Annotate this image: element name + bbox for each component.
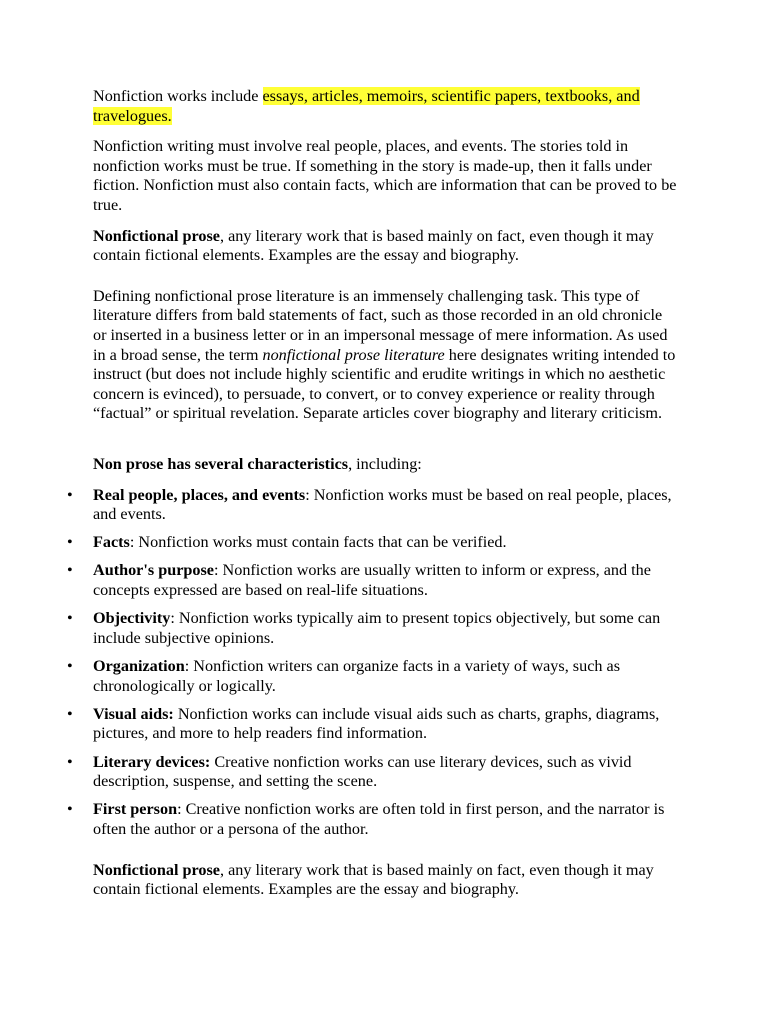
paragraph-text: , any literary work that is based mainly on fact, even though it may contain fictional elements. Examples are the essay and biography. — [93, 226, 654, 265]
definition-paragraph: Nonfiction writing must involve real people, places, and events. The stories told in nonfiction works must be true. If something in the story is made-up, then it falls under fiction. Nonfiction must also contain facts, which are information that can be proved to be true. — [93, 137, 677, 214]
bullet-icon: • — [67, 752, 73, 771]
bullet-icon: • — [67, 657, 73, 676]
italic-term: nonfictional prose literature — [262, 345, 445, 364]
characteristics-heading — [93, 455, 677, 475]
paragraph-text: here designates writing intended to instruct (but does not include highly scientific and erudite writings in which no aesthetic concern is evinced), to persuade, to convert, or to convey experience or reality through “factual” or spiritual revelation. Separate articles cover biography and literary criticism. — [93, 345, 676, 423]
bullet-icon: • — [67, 533, 73, 552]
paragraph-text: , any literary work that is based mainly on fact, even though it may contain fictional elements. Examples are the essay and biography. — [93, 860, 654, 899]
bold-term: Non prose has several characteristics — [93, 454, 349, 473]
list-item — [67, 485, 677, 525]
list-item-desc: : Nonfiction works typically aim to present topics objectively, but some can include subjective opinions. — [93, 609, 661, 647]
bold-term: Nonfictional prose — [93, 226, 220, 245]
bullet-icon: • — [67, 561, 73, 580]
bullet-icon: • — [67, 704, 73, 723]
intro-lead-text: Nonfiction works include — [93, 87, 263, 105]
list-item-term: Objectivity — [93, 609, 171, 628]
bullet-icon: • — [67, 800, 73, 819]
list-item — [67, 657, 677, 696]
list-item-term: Literary devices: — [93, 752, 211, 771]
list-item-desc: : Nonfiction works must be based on real people, places, and events. — [93, 485, 672, 524]
list-item-desc: Creative nonfiction works can use literary devices, such as vivid description, suspense, and setting the scene. — [93, 752, 632, 791]
list-item — [67, 704, 677, 744]
list-item — [67, 609, 677, 648]
nonfictional-prose-paragraph — [93, 227, 677, 266]
list-item-term: Organization — [93, 657, 185, 676]
closing-paragraph — [93, 861, 677, 900]
bullet-icon: • — [67, 609, 73, 628]
document-body — [67, 87, 677, 911]
list-item — [67, 752, 677, 792]
characteristics-list — [67, 485, 677, 840]
list-item-desc: : Nonfiction works are usually written to inform or express, and the concepts expressed are based on real-life situations. — [93, 561, 651, 600]
list-item-term: Visual aids: — [93, 704, 174, 723]
highlighted-text: essays, articles, memoirs, scientific papers, textbooks, and travelogues. — [93, 87, 640, 125]
list-item — [67, 533, 677, 553]
defining-prose-paragraph — [93, 287, 677, 424]
paragraph-text: , including: — [348, 454, 422, 473]
paragraph-text: Defining nonfictional prose literature is an immensely challenging task. This type of literature differs from bald statements of fact, such as those recorded in an old chronicle or inserted in a business letter or in an impersonal message of mere information. As used in a broad sense, the term — [93, 286, 668, 364]
bold-term: Nonfictional prose — [93, 860, 220, 879]
list-item-desc: : Nonfiction works must contain facts that can be verified. — [129, 533, 507, 552]
bullet-icon: • — [67, 485, 73, 504]
list-item — [67, 561, 677, 600]
list-item-desc: : Creative nonfiction works are often told in first person, and the narrator is often the author or a persona of the author. — [93, 800, 665, 838]
intro-paragraph — [93, 87, 677, 126]
list-item-desc: Nonfiction works can include visual aids such as charts, graphs, diagrams, pictures, and more to help readers find information. — [93, 704, 660, 743]
list-item-term: First person — [93, 800, 178, 819]
list-item-term: Author's purpose — [93, 561, 214, 580]
list-item-term: Real people, places, and events — [93, 485, 306, 504]
list-item-desc: : Nonfiction writers can organize facts in a variety of ways, such as chronologically or logically. — [93, 657, 621, 695]
list-item-term: Facts — [93, 533, 130, 552]
list-item — [67, 800, 677, 839]
